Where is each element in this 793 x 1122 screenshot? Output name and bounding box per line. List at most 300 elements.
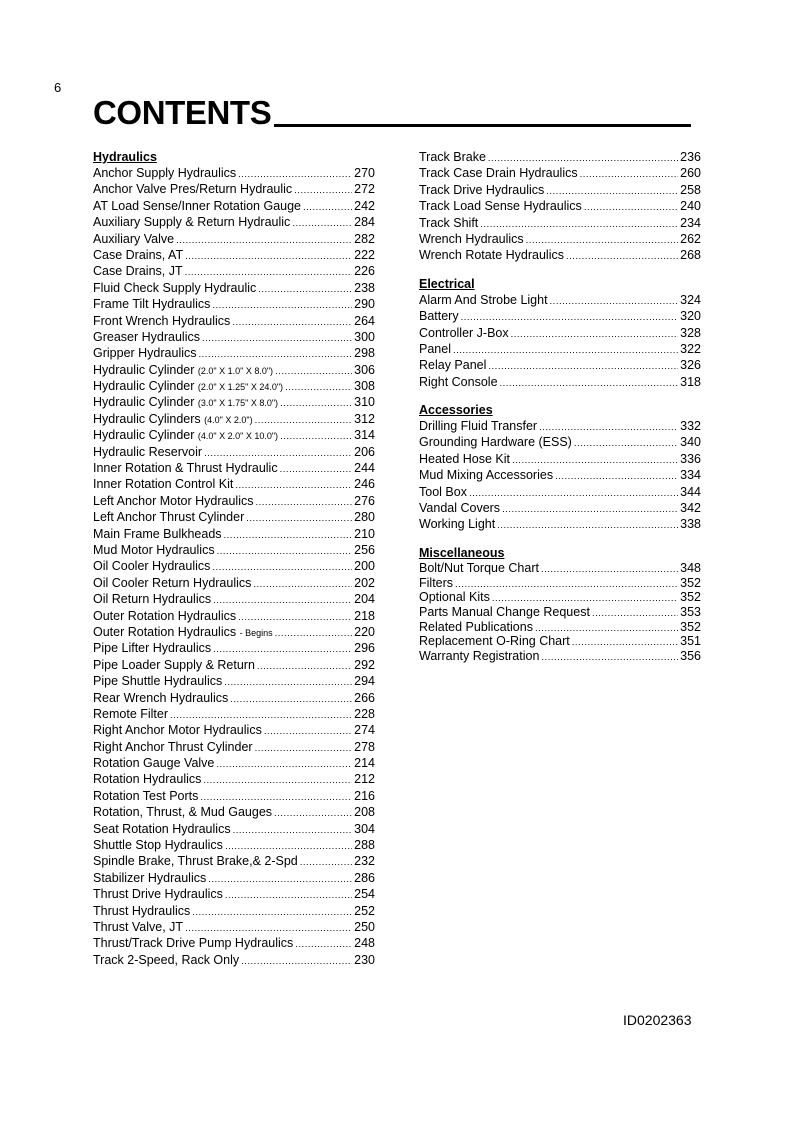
toc-entry-page: 328 xyxy=(680,325,701,340)
toc-entry-page: 218 xyxy=(354,608,375,623)
toc-entry-page: 276 xyxy=(354,493,375,508)
toc-entry-label xyxy=(419,418,537,434)
toc-entry-page: 340 xyxy=(680,435,701,450)
toc-entry-title: Rotation Hydraulics xyxy=(93,772,202,787)
toc-entry-label xyxy=(93,493,254,509)
toc-entry-title: Controller J-Box xyxy=(419,325,509,340)
toc-entry-title: Gripper Hydraulics xyxy=(93,346,197,361)
toc-entry xyxy=(93,755,375,771)
toc-entry-label xyxy=(93,362,273,379)
toc-entry-page: 294 xyxy=(354,674,375,689)
toc-entry-title: Hydraulic Cylinder xyxy=(93,362,195,377)
section-heading: Accessories xyxy=(419,403,493,418)
toc-entry xyxy=(93,280,375,296)
toc-entry xyxy=(419,649,701,664)
toc-entry-title: Auxiliary Valve xyxy=(93,231,175,246)
toc-entry-label xyxy=(419,247,564,263)
toc-entry-label xyxy=(93,198,301,214)
toc-entry-label xyxy=(419,500,500,516)
toc-entry-label xyxy=(93,640,211,656)
toc-entry-title: Alarm And Strobe Light xyxy=(419,292,548,307)
toc-entry-title: Inner Rotation & Thrust Hydraulic xyxy=(93,461,278,476)
toc-entry xyxy=(419,576,701,591)
toc-entry-page: 312 xyxy=(354,411,375,426)
toc-entry-page: 280 xyxy=(354,510,375,525)
toc-entry xyxy=(93,575,375,591)
toc-entry-note: (3.0" X 1.75" X 8.0") xyxy=(197,398,279,409)
toc-entry-label xyxy=(93,509,244,525)
toc-entry-page: 266 xyxy=(354,690,375,705)
toc-entry-label xyxy=(93,853,298,869)
toc-entry xyxy=(419,434,701,450)
toc-entry-note: - Begins xyxy=(239,627,273,638)
toc-entry-page: 290 xyxy=(354,297,375,312)
toc-entry-page: 248 xyxy=(354,936,375,951)
toc-entry-title: Stabilizer Hydraulics xyxy=(93,870,207,885)
toc-entry-title: Oil Cooler Return Hydraulics xyxy=(93,575,252,590)
toc-entry-label xyxy=(419,165,578,181)
toc-entry-page: 260 xyxy=(680,166,701,181)
toc-entry-title: Rotation Gauge Valve xyxy=(93,756,215,771)
toc-entry xyxy=(419,149,701,165)
toc-entry xyxy=(93,591,375,607)
toc-section xyxy=(419,276,701,390)
toc-entry xyxy=(93,919,375,935)
toc-entry-page: 210 xyxy=(354,526,375,541)
toc-entry-page: 200 xyxy=(354,559,375,574)
toc-entry-title: Related Publications xyxy=(419,619,533,634)
toc-entry-label xyxy=(93,608,236,624)
toc-entry-title: Pipe Shuttle Hydraulics xyxy=(93,674,223,689)
toc-entry-page: 306 xyxy=(354,362,375,377)
toc-entry-title: Rotation Test Ports xyxy=(93,788,199,803)
toc-entry-page: 230 xyxy=(354,952,375,967)
toc-entry-page: 320 xyxy=(680,309,701,324)
toc-entry-title: Hydraulic Cylinder xyxy=(93,379,195,394)
toc-entry xyxy=(93,509,375,525)
toc-entry-page: 244 xyxy=(354,461,375,476)
toc-entry xyxy=(93,181,375,197)
toc-entry xyxy=(419,247,701,263)
toc-entry-label xyxy=(93,247,183,263)
toc-entry-title: Remote Filter xyxy=(93,706,169,721)
toc-entry-page: 344 xyxy=(680,484,701,499)
toc-entry-label xyxy=(93,821,231,837)
toc-entry-page: 202 xyxy=(354,575,375,590)
toc-entry-label xyxy=(93,394,278,411)
toc-entry-label xyxy=(93,935,293,951)
toc-entry-title: Mud Motor Hydraulics xyxy=(93,542,215,557)
toc-left-column xyxy=(93,149,375,980)
section-heading: Miscellaneous xyxy=(419,545,505,560)
toc-entry xyxy=(93,313,375,329)
toc-entry-page: 336 xyxy=(680,451,701,466)
toc-entry-title: Battery xyxy=(419,309,459,324)
toc-entry-title: Outer Rotation Hydraulics xyxy=(93,624,237,639)
toc-entry xyxy=(93,296,375,312)
toc-entry-note: (4.0" X 2.0" X 10.0") xyxy=(197,431,279,442)
toc-entry-page: 242 xyxy=(354,198,375,213)
toc-entry-title: Thrust Hydraulics xyxy=(93,903,191,918)
toc-entry-title: Wrench Rotate Hydraulics xyxy=(419,248,564,263)
document-id: ID0202363 xyxy=(623,1012,692,1028)
toc-entry-title: Filters xyxy=(419,575,454,590)
toc-entry-label xyxy=(93,919,183,935)
toc-entry-page: 282 xyxy=(354,231,375,246)
toc-entry-label xyxy=(93,575,251,591)
toc-entry-label xyxy=(93,296,210,312)
toc-entry xyxy=(93,673,375,689)
toc-entry-title: Track Load Sense Hydraulics xyxy=(419,199,582,214)
toc-entry-title: Mud Mixing Accessories xyxy=(419,468,554,483)
toc-entry-label xyxy=(93,476,233,492)
toc-entry-title: Oil Return Hydraulics xyxy=(93,592,212,607)
toc-entry-title: Right Console xyxy=(419,374,498,389)
toc-entry-label xyxy=(93,542,215,558)
toc-entry-page: 222 xyxy=(354,247,375,262)
toc-entry-title: Oil Cooler Hydraulics xyxy=(93,559,211,574)
toc-entry-page: 238 xyxy=(354,280,375,295)
toc-entry-title: Thrust/Track Drive Pump Hydraulics xyxy=(93,936,294,951)
toc-entry-title: Thrust Valve, JT xyxy=(93,919,184,934)
toc-entry xyxy=(419,634,701,649)
toc-entry-title: Track Drive Hydraulics xyxy=(419,182,545,197)
toc-entry-title: Rear Wrench Hydraulics xyxy=(93,690,229,705)
toc-entry-page: 268 xyxy=(680,248,701,263)
toc-entry xyxy=(93,231,375,247)
toc-entry-label xyxy=(419,605,590,620)
toc-entry-page: 298 xyxy=(354,346,375,361)
toc-entry xyxy=(93,640,375,656)
toc-entry-label xyxy=(93,214,290,230)
toc-entry-title: Hydraulic Cylinder xyxy=(93,428,195,443)
toc-entry-label xyxy=(419,434,572,450)
toc-entry-title: Rotation, Thrust, & Mud Gauges xyxy=(93,805,273,820)
dot-leader xyxy=(566,247,678,265)
contents-title-text: CONTENTS xyxy=(93,94,272,131)
toc-entry-page: 352 xyxy=(680,575,701,590)
toc-entry-title: Hydraulic Reservoir xyxy=(93,444,203,459)
toc-entry-label xyxy=(93,771,201,787)
toc-entry-label xyxy=(419,561,539,576)
toc-entry xyxy=(419,215,701,231)
toc-entry-title: Warranty Registration xyxy=(419,648,540,663)
toc-entry-note: (4.0" X 2.0") xyxy=(204,414,253,425)
toc-entry xyxy=(419,308,701,324)
toc-entry-label xyxy=(419,374,498,390)
toc-entry xyxy=(93,362,375,378)
toc-entry-title: Track Brake xyxy=(419,150,486,164)
toc-entry-label xyxy=(93,591,211,607)
toc-entry-label xyxy=(93,870,206,886)
toc-entry-label xyxy=(93,673,222,689)
toc-entry-label xyxy=(93,624,273,641)
toc-entry-label xyxy=(419,590,490,605)
toc-entry-title: Grounding Hardware (ESS) xyxy=(419,435,572,450)
toc-entry-label xyxy=(419,182,544,198)
toc-entry-page: 274 xyxy=(354,723,375,738)
toc-entry xyxy=(93,788,375,804)
toc-entry xyxy=(93,198,375,214)
toc-entry xyxy=(419,292,701,308)
toc-entry xyxy=(419,561,701,576)
toc-entry-page: 228 xyxy=(354,706,375,721)
toc-entry xyxy=(93,903,375,919)
toc-entry-note: (2.0" X 1.25" X 24.0") xyxy=(197,382,284,393)
toc-entry-label xyxy=(93,460,278,476)
toc-entry-page: 342 xyxy=(680,501,701,516)
title-rule xyxy=(274,124,691,127)
toc-entry-label xyxy=(93,690,228,706)
toc-entry-title: Front Wrench Hydraulics xyxy=(93,313,231,328)
toc-entry xyxy=(419,620,701,635)
toc-entry-page: 296 xyxy=(354,641,375,656)
toc-entry-title: Drilling Fluid Transfer xyxy=(419,419,538,434)
toc-entry-label xyxy=(93,444,202,460)
toc-entry-title: AT Load Sense/Inner Rotation Gauge xyxy=(93,198,302,213)
toc-entry xyxy=(93,690,375,706)
toc-entry-page: 314 xyxy=(354,428,375,443)
toc-entry xyxy=(93,444,375,460)
toc-entry-page: 220 xyxy=(354,624,375,639)
toc-entry xyxy=(419,231,701,247)
toc-entry xyxy=(419,467,701,483)
toc-entry-page: 356 xyxy=(680,648,701,663)
toc-entry-label xyxy=(93,903,190,919)
toc-entry-title: Track 2-Speed, Rack Only xyxy=(93,952,240,967)
toc-entry xyxy=(93,165,375,181)
toc-entry-page: 288 xyxy=(354,838,375,853)
toc-entry xyxy=(419,484,701,500)
toc-entry xyxy=(93,853,375,869)
toc-entry xyxy=(419,418,701,434)
toc-entry xyxy=(419,341,701,357)
toc-entry-label xyxy=(93,837,223,853)
toc-right-column xyxy=(419,149,701,676)
toc-entry-page: 262 xyxy=(680,231,701,246)
toc-entry-label xyxy=(93,313,230,329)
toc-entry-label xyxy=(419,451,510,467)
section-heading: Electrical xyxy=(419,276,475,291)
toc-entry-label xyxy=(93,378,283,395)
toc-entry-page: 250 xyxy=(354,919,375,934)
toc-entry-title: Fluid Check Supply Hydraulic xyxy=(93,280,257,295)
toc-entry-title: Track Case Drain Hydraulics xyxy=(419,166,578,181)
toc-entry-title: Anchor Valve Pres/Return Hydraulic xyxy=(93,182,293,197)
toc-entry-label xyxy=(93,526,222,542)
toc-entry xyxy=(93,378,375,394)
toc-entry xyxy=(419,451,701,467)
toc-entry xyxy=(93,739,375,755)
page-number: 6 xyxy=(54,80,62,95)
toc-entry-title: Case Drains, JT xyxy=(93,264,183,279)
toc-entry-title: Heated Hose Kit xyxy=(419,451,511,466)
toc-entry-label xyxy=(419,325,509,341)
toc-entry-title: Seat Rotation Hydraulics xyxy=(93,821,231,836)
toc-entry-page: 284 xyxy=(354,215,375,230)
section-heading: Hydraulics xyxy=(93,150,157,164)
toc-entry-page: 308 xyxy=(354,379,375,394)
toc-entry-page: 334 xyxy=(680,468,701,483)
toc-entry-title: Spindle Brake, Thrust Brake,& 2-Spd xyxy=(93,854,298,869)
toc-entry-page: 264 xyxy=(354,313,375,328)
toc-entry-page: 318 xyxy=(680,374,701,389)
toc-entry-page: 240 xyxy=(680,199,701,214)
toc-entry-page: 352 xyxy=(680,590,701,605)
toc-entry-page: 216 xyxy=(354,788,375,803)
toc-entry-label xyxy=(419,357,486,373)
toc-entry-page: 214 xyxy=(354,756,375,771)
toc-entry xyxy=(93,624,375,640)
toc-entry xyxy=(93,804,375,820)
toc-entry-page: 204 xyxy=(354,592,375,607)
toc-entry-page: 310 xyxy=(354,395,375,410)
toc-entry-label xyxy=(93,263,183,279)
toc-entry-page: 286 xyxy=(354,870,375,885)
toc-entry-title: Case Drains, AT xyxy=(93,247,184,262)
toc-entry xyxy=(93,771,375,787)
toc-entry-page: 338 xyxy=(680,517,701,532)
toc-entry-page: 236 xyxy=(680,150,701,164)
toc-entry-title: Right Anchor Thrust Cylinder xyxy=(93,739,253,754)
toc-section xyxy=(419,402,701,533)
toc-entry-page: 353 xyxy=(680,604,701,619)
toc-entry-label xyxy=(93,739,253,755)
toc-entry-page: 226 xyxy=(354,264,375,279)
toc-section xyxy=(419,149,701,264)
toc-entry-page: 234 xyxy=(680,215,701,230)
toc-entry xyxy=(93,608,375,624)
toc-entry xyxy=(419,182,701,198)
toc-entry-label xyxy=(93,231,174,247)
toc-entry-page: 324 xyxy=(680,292,701,307)
toc-entry-label xyxy=(419,341,451,357)
toc-entry-label xyxy=(419,292,548,308)
toc-entry xyxy=(93,493,375,509)
dot-leader xyxy=(241,952,352,970)
toc-entry xyxy=(419,198,701,214)
toc-entry-label xyxy=(93,657,255,673)
toc-entry-title: Left Anchor Motor Hydraulics xyxy=(93,493,254,508)
toc-entry xyxy=(93,558,375,574)
toc-entry xyxy=(93,460,375,476)
toc-entry xyxy=(93,247,375,263)
toc-entry-title: Thrust Drive Hydraulics xyxy=(93,887,223,902)
toc-entry-title: Bolt/Nut Torque Chart xyxy=(419,560,539,575)
toc-entry xyxy=(93,722,375,738)
toc-entry-title: Shuttle Stop Hydraulics xyxy=(93,838,223,853)
toc-entry xyxy=(93,821,375,837)
toc-entry-page: 348 xyxy=(680,560,701,575)
toc-entry-title: Panel xyxy=(419,341,451,356)
toc-entry-page: 258 xyxy=(680,182,701,197)
toc-entry xyxy=(93,542,375,558)
toc-entry-title: Greaser Hydraulics xyxy=(93,329,200,344)
toc-entry-label xyxy=(93,952,239,968)
toc-entry xyxy=(419,325,701,341)
toc-entry xyxy=(93,837,375,853)
toc-entry-title: Track Shift xyxy=(419,215,479,230)
toc-entry-label xyxy=(93,722,262,738)
toc-entry-label xyxy=(419,484,467,500)
toc-entry-label xyxy=(419,149,486,165)
toc-entry xyxy=(93,935,375,951)
toc-entry-label xyxy=(93,755,214,771)
toc-entry-label xyxy=(93,165,236,181)
toc-entry-title: Outer Rotation Hydraulics xyxy=(93,608,237,623)
toc-entry-page: 252 xyxy=(354,903,375,918)
dot-leader xyxy=(541,649,678,666)
toc-entry-title: Left Anchor Thrust Cylinder xyxy=(93,510,245,525)
toc-entry xyxy=(93,706,375,722)
toc-entry-page: 232 xyxy=(354,854,375,869)
toc-entry-page: 292 xyxy=(354,657,375,672)
toc-entry-label xyxy=(419,634,570,649)
toc-entry-title: Hydraulic Cylinder xyxy=(93,395,195,410)
contents-title xyxy=(93,91,691,135)
toc-entry-title: Inner Rotation Control Kit xyxy=(93,477,234,492)
toc-entry-label xyxy=(419,620,533,635)
toc-entry-page: 256 xyxy=(354,542,375,557)
toc-entry-title: Relay Panel xyxy=(419,358,487,373)
toc-entry-title: Frame Tilt Hydraulics xyxy=(93,297,211,312)
toc-entry-title: Optional Kits xyxy=(419,590,490,605)
toc-section xyxy=(419,545,701,664)
toc-entry-page: 272 xyxy=(354,182,375,197)
toc-entry xyxy=(419,605,701,620)
toc-entry-page: 206 xyxy=(354,444,375,459)
toc-entry xyxy=(419,165,701,181)
toc-entry-page: 351 xyxy=(680,634,701,649)
toc-entry-title: Wrench Hydraulics xyxy=(419,231,524,246)
dot-leader xyxy=(497,516,678,534)
toc-entry-note: (2.0" X 1.0" X 8.0") xyxy=(197,365,274,376)
toc-entry-page: 254 xyxy=(354,887,375,902)
toc-entry-title: Vandal Covers xyxy=(419,501,501,516)
toc-entry-page: 300 xyxy=(354,329,375,344)
toc-entry-title: Main Frame Bulkheads xyxy=(93,526,222,541)
toc-entry-label xyxy=(93,886,223,902)
toc-entry-label xyxy=(419,516,495,532)
toc-entry xyxy=(419,590,701,605)
toc-entry-title: Auxiliary Supply & Return Hydraulic xyxy=(93,215,291,230)
toc-entry xyxy=(419,357,701,373)
toc-entry xyxy=(93,870,375,886)
toc-entry-title: Anchor Supply Hydraulics xyxy=(93,166,237,180)
toc-entry-label xyxy=(93,411,253,428)
toc-entry-page: 270 xyxy=(354,166,375,180)
toc-entry-title: Right Anchor Motor Hydraulics xyxy=(93,723,262,738)
toc-entry-label xyxy=(419,649,539,664)
toc-entry-title: Tool Box xyxy=(419,484,467,499)
toc-entry-page: 246 xyxy=(354,477,375,492)
toc-entry xyxy=(93,476,375,492)
toc-entry xyxy=(93,952,375,968)
toc-entry xyxy=(93,394,375,410)
toc-entry-label xyxy=(419,308,459,324)
toc-entry xyxy=(93,657,375,673)
toc-entry-page: 352 xyxy=(680,619,701,634)
toc-entry-label xyxy=(419,576,453,591)
toc-entry xyxy=(419,516,701,532)
toc-entry-title: Pipe Loader Supply & Return xyxy=(93,657,255,672)
toc-entry xyxy=(419,500,701,516)
toc-entry-label xyxy=(93,345,197,361)
toc-entry-label xyxy=(419,467,553,483)
toc-entry-title: Pipe Lifter Hydraulics xyxy=(93,641,212,656)
toc-entry xyxy=(419,374,701,390)
toc-section xyxy=(93,149,375,968)
